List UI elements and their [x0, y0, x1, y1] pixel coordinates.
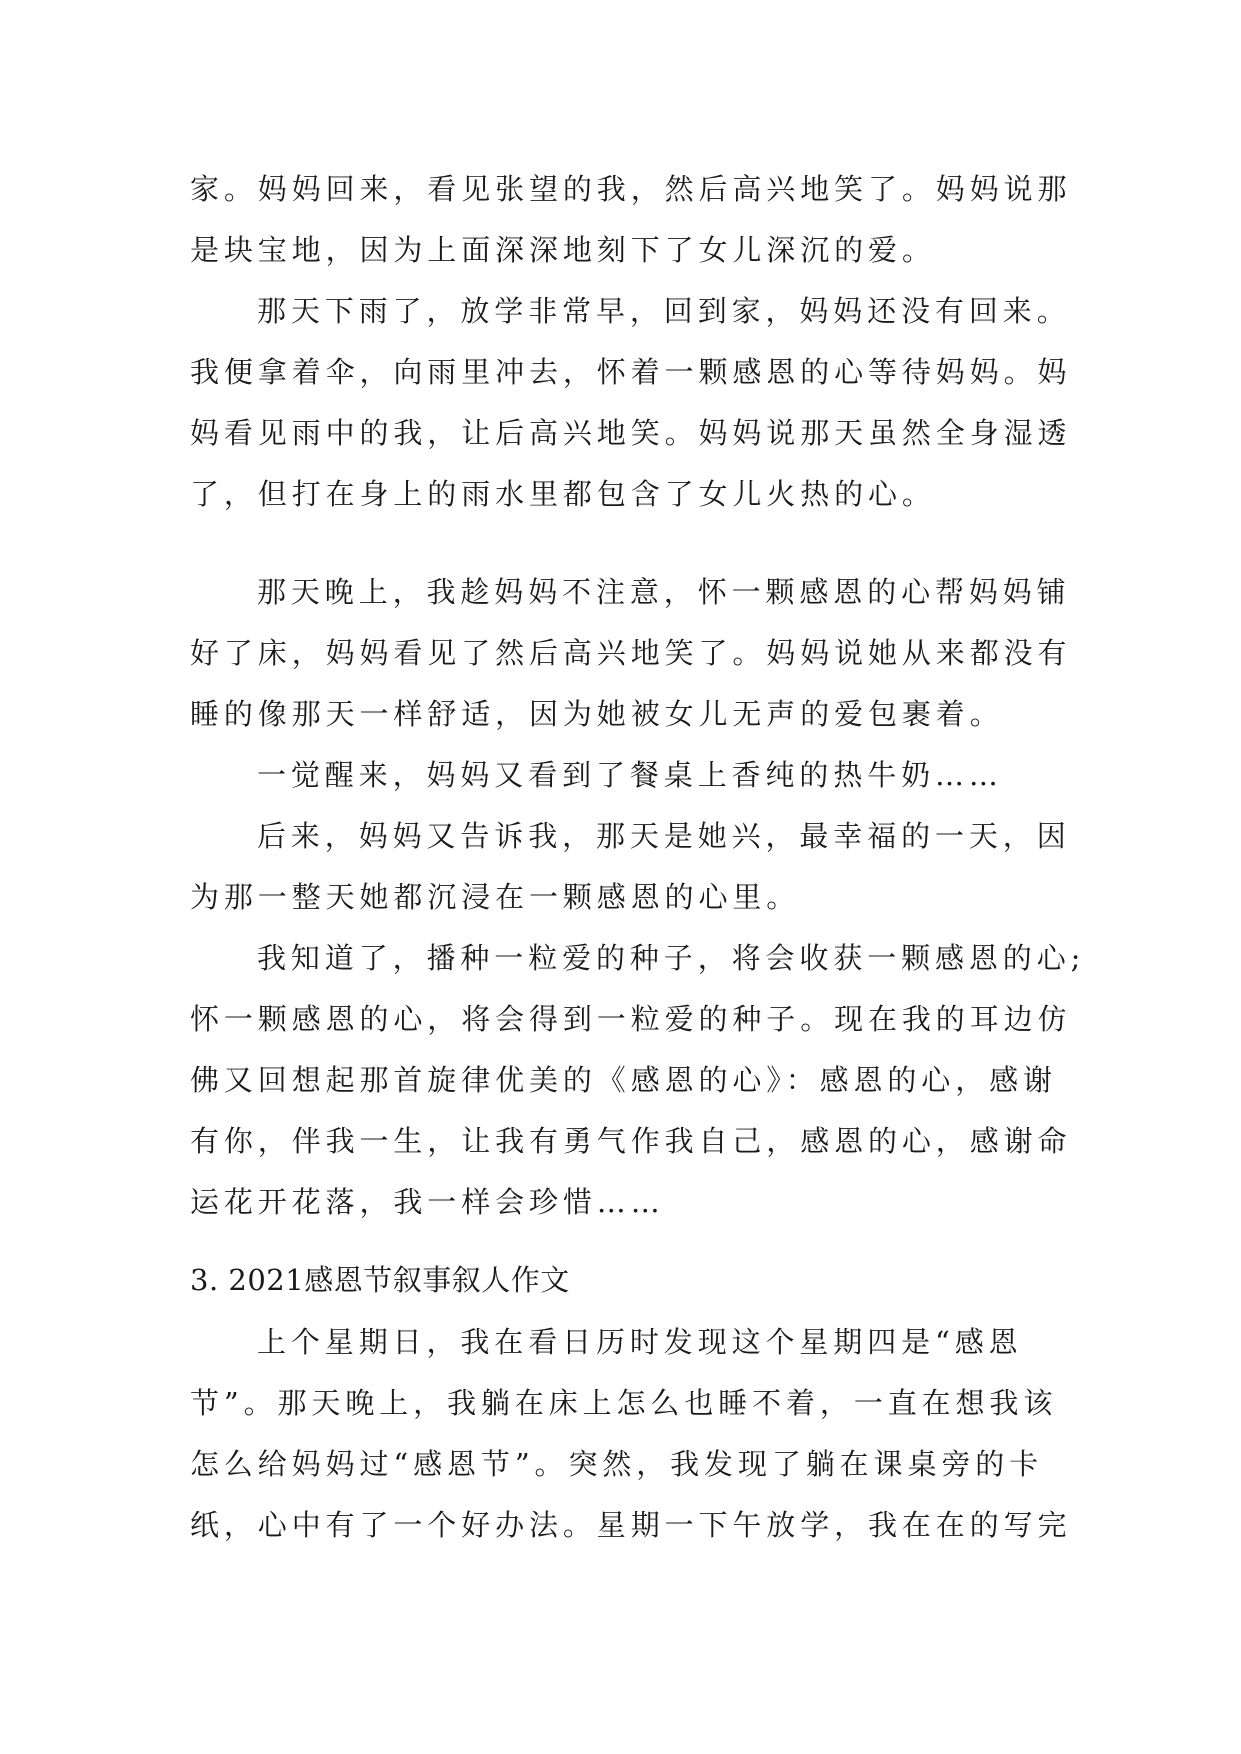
- paragraph-start-line: 一觉醒来，妈妈又看到了餐桌上香纯的热牛奶……: [257, 758, 1003, 792]
- text-line: 为那一整天她都沉浸在一颗感恩的心里。: [190, 880, 801, 914]
- essay-block-1: [190, 159, 1072, 525]
- text-line: 怎么给妈妈过“感恩节”。突然，我发现了躺在课桌旁的卡: [190, 1447, 1044, 1481]
- essay-block-3: [190, 1312, 1072, 1556]
- text-line: 了，但打在身上的雨水里都包含了女儿火热的心。: [190, 477, 936, 511]
- text-line: 佛又回想起那首旋律优美的《感恩的心》：感恩的心，感谢: [190, 1063, 1057, 1097]
- text-line: 节”。那天晚上，我躺在床上怎么也睡不着，一直在想我该: [190, 1386, 1058, 1420]
- text-line: 纸，心中有了一个好办法。星期一下午放学，我在在的写完: [190, 1508, 1072, 1542]
- text-line: 睡的像那天一样舒适，因为她被女儿无声的爱包裹着。: [190, 697, 1004, 731]
- essay-block-2: [190, 562, 1086, 1233]
- paragraph-start-line: 后来，妈妈又告诉我，那天是她兴，最幸福的一天，因: [257, 819, 1071, 853]
- text-line: 家。妈妈回来，看见张望的我，然后高兴地笑了。妈妈说那: [190, 172, 1072, 206]
- text-line: 有你，伴我一生，让我有勇气作我自己，感恩的心，感谢命: [190, 1124, 1072, 1158]
- text-line: 是块宝地，因为上面深深地刻下了女儿深沉的爱。: [190, 233, 936, 267]
- text-line: 怀一颗感恩的心，将会得到一粒爱的种子。现在我的耳边仿: [190, 1002, 1072, 1036]
- paragraph-start-line: 那天晚上，我趁妈妈不注意，怀一颗感恩的心帮妈妈铺: [257, 575, 1071, 609]
- text-line: 运花开花落，我一样会珍惜……: [190, 1185, 665, 1219]
- text-line: 我便拿着伞，向雨里冲去，怀着一颗感恩的心等待妈妈。妈: [190, 355, 1072, 389]
- paragraph-start-line: 上个星期日，我在看日历时发现这个星期四是“感恩: [257, 1325, 1023, 1359]
- section-heading-text: 3. 2021感恩节叙事叙人作文: [190, 1263, 570, 1297]
- text-line: 妈看见雨中的我，让后高兴地笑。妈妈说那天虽然全身湿透: [190, 416, 1072, 450]
- section-heading: [190, 1250, 1060, 1311]
- paragraph-start-line: 那天下雨了，放学非常早，回到家，妈妈还没有回来。: [257, 294, 1071, 328]
- paragraph-start-line: 我知道了，播种一粒爱的种子，将会收获一颗感恩的心;: [257, 941, 1086, 975]
- text-line: 好了床，妈妈看见了然后高兴地笑了。妈妈说她从来都没有: [190, 636, 1072, 670]
